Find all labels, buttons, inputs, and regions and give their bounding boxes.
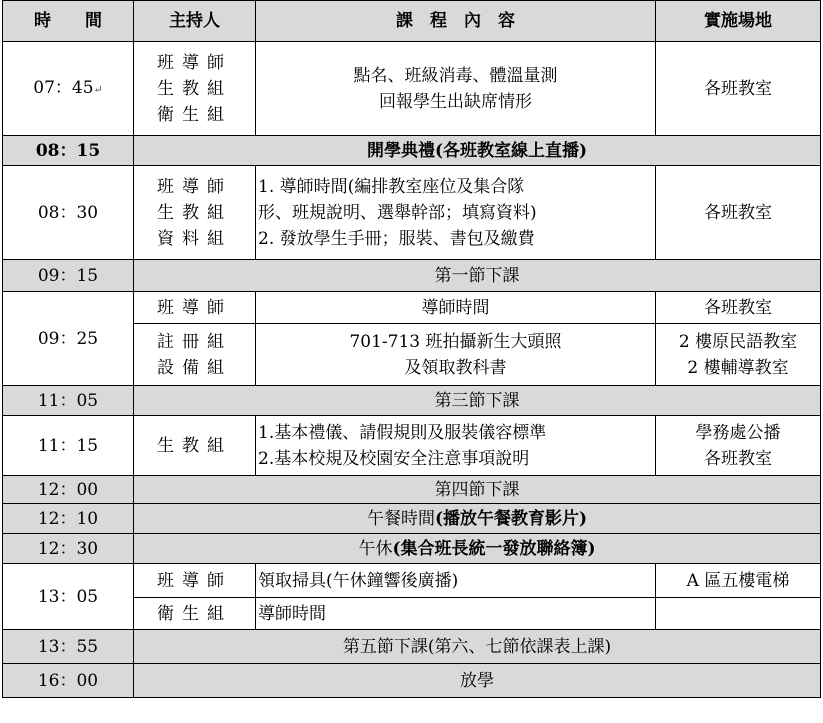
content-cell: 第五節下課(第六、七節依課表上課) bbox=[134, 630, 821, 664]
content-cell: 領取掃具(午休鐘響後廣播) bbox=[256, 564, 656, 598]
table-row bbox=[3, 564, 821, 598]
time-cell: 09：15 bbox=[3, 260, 134, 292]
place-cell: 各班教室 bbox=[656, 166, 821, 260]
place-cell: 各班教室 bbox=[656, 292, 821, 324]
time-cell: 07：45↵ bbox=[3, 42, 134, 136]
table-row bbox=[3, 292, 821, 324]
table-row bbox=[3, 416, 821, 476]
table-row bbox=[3, 534, 821, 564]
host-cell: 班導師 生教組 衛生組 bbox=[134, 42, 256, 136]
content-cell: 701-713 班拍攝新生大頭照 及領取教科書 bbox=[256, 324, 656, 386]
header-time: 時 間 bbox=[3, 1, 134, 42]
content-cell: 放學 bbox=[134, 664, 821, 698]
table-row bbox=[3, 664, 821, 698]
time-cell: 11：05 bbox=[3, 386, 134, 416]
table-row bbox=[3, 136, 821, 166]
host-cell: 班導師 生教組 資料組 bbox=[134, 166, 256, 260]
header-host: 主持人 bbox=[134, 1, 256, 42]
time-cell: 12：30 bbox=[3, 534, 134, 564]
content-cell: 第一節下課 bbox=[134, 260, 821, 292]
table-row bbox=[3, 476, 821, 504]
schedule-table bbox=[2, 0, 821, 698]
time-cell: 11：15 bbox=[3, 416, 134, 476]
place-cell bbox=[656, 598, 821, 630]
place-cell: 學務處公播 各班教室 bbox=[656, 416, 821, 476]
time-cell: 12：10 bbox=[3, 504, 134, 534]
host-cell: 衛生組 bbox=[134, 598, 256, 630]
content-cell: 1. 導師時間(編排教室座位及集合隊 形、班規說明、選舉幹部；填寫資料) 2. 發放學生手冊；服裝、書包及繳費 bbox=[256, 166, 656, 260]
content-cell: 開學典禮(各班教室線上直播) bbox=[134, 136, 821, 166]
content-cell: 點名、班級消毒、體溫量測 回報學生出缺席情形 bbox=[256, 42, 656, 136]
time-cell: 08：30 bbox=[3, 166, 134, 260]
time-cell: 08：15 bbox=[3, 136, 134, 166]
place-cell: A 區五樓電梯 bbox=[656, 564, 821, 598]
time-cell: 13：55 bbox=[3, 630, 134, 664]
table-row bbox=[3, 630, 821, 664]
content-cell: 導師時間 bbox=[256, 598, 656, 630]
time-cell: 09：25 bbox=[3, 292, 134, 386]
table-row bbox=[3, 42, 821, 136]
header-content: 課 程 內 容 bbox=[256, 1, 656, 42]
place-cell: 各班教室 bbox=[656, 42, 821, 136]
host-cell: 班導師 bbox=[134, 564, 256, 598]
table-row bbox=[3, 386, 821, 416]
content-cell: 第四節下課 bbox=[134, 476, 821, 504]
content-cell: 第三節下課 bbox=[134, 386, 821, 416]
header-row bbox=[3, 1, 821, 42]
time-cell: 12：00 bbox=[3, 476, 134, 504]
header-place: 實施場地 bbox=[656, 1, 821, 42]
content-cell: 導師時間 bbox=[256, 292, 656, 324]
host-cell: 註冊組 設備組 bbox=[134, 324, 256, 386]
content-cell: 午休(集合班長統一發放聯絡簿) bbox=[134, 534, 821, 564]
host-cell: 生教組 bbox=[134, 416, 256, 476]
time-cell: 16：00 bbox=[3, 664, 134, 698]
time-cell: 13：05 bbox=[3, 564, 134, 630]
table-row bbox=[3, 166, 821, 260]
table-row bbox=[3, 260, 821, 292]
content-cell: 午餐時間(播放午餐教育影片) bbox=[134, 504, 821, 534]
content-cell: 1.基本禮儀、請假規則及服裝儀容標準 2.基本校規及校園安全注意事項說明 bbox=[256, 416, 656, 476]
place-cell: 2 樓原民語教室 2 樓輔導教室 bbox=[656, 324, 821, 386]
table-row bbox=[3, 504, 821, 534]
host-cell: 班導師 bbox=[134, 292, 256, 324]
